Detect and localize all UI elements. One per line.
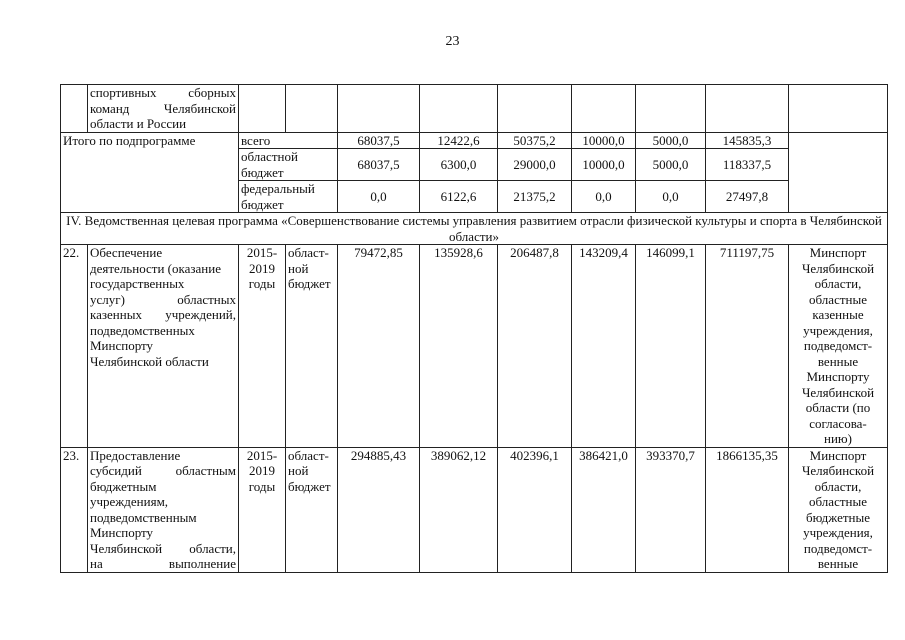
value-cell: 68037,5 <box>338 149 420 181</box>
item-source: област- ной бюджет <box>286 447 338 572</box>
value-cell: 5000,0 <box>636 149 706 181</box>
value-cell: 68037,5 <box>338 132 420 149</box>
value-cell: 1866135,35 <box>706 447 789 572</box>
value-cell: 389062,12 <box>420 447 498 572</box>
table-row <box>61 245 888 448</box>
value-cell: 393370,7 <box>636 447 706 572</box>
value-cell: 27497,8 <box>706 181 789 213</box>
value-cell: 0,0 <box>636 181 706 213</box>
value-cell: 79472,85 <box>338 245 420 448</box>
item-number: 22. <box>61 245 88 448</box>
table-row <box>61 85 888 133</box>
total-row-all <box>61 132 888 149</box>
total-type: федеральный бюджет <box>239 181 338 213</box>
value-cell: 143209,4 <box>572 245 636 448</box>
total-type: областной бюджет <box>239 149 338 181</box>
value-cell: 402396,1 <box>498 447 572 572</box>
item-period: 2015- 2019 годы <box>239 447 286 572</box>
value-cell: 12422,6 <box>420 132 498 149</box>
table-row <box>61 447 888 572</box>
value-cell: 29000,0 <box>498 149 572 181</box>
value-cell: 50375,2 <box>498 132 572 149</box>
first-row-name: спортивных сборных команд Челябинской области и России <box>88 85 239 133</box>
section-header: IV. Ведомственная целевая программа «Совершенствование системы управления развитием отрасли физической культуры и спорта в Челябинской области» <box>61 213 888 245</box>
value-cell: 10000,0 <box>572 149 636 181</box>
value-cell: 118337,5 <box>706 149 789 181</box>
value-cell: 146099,1 <box>636 245 706 448</box>
value-cell: 21375,2 <box>498 181 572 213</box>
value-cell: 10000,0 <box>572 132 636 149</box>
item-executor: Минспорт Челябинской области, областные казенные учреждения, подведомст- венные Минспорту Челябинской области (по согласова- нию) <box>789 245 888 448</box>
page-number: 23 <box>445 34 460 49</box>
total-type: всего <box>239 132 338 149</box>
value-cell: 145835,3 <box>706 132 789 149</box>
value-cell: 0,0 <box>572 181 636 213</box>
value-cell: 6122,6 <box>420 181 498 213</box>
item-source: област- ной бюджет <box>286 245 338 448</box>
value-cell: 6300,0 <box>420 149 498 181</box>
value-cell: 135928,6 <box>420 245 498 448</box>
item-executor: Минспорт Челябинской области, областные бюджетные учреждения, подведомст- венные <box>789 447 888 572</box>
value-cell: 294885,43 <box>338 447 420 572</box>
item-period: 2015- 2019 годы <box>239 245 286 448</box>
program-table <box>60 84 888 573</box>
value-cell: 0,0 <box>338 181 420 213</box>
value-cell: 386421,0 <box>572 447 636 572</box>
value-cell: 711197,75 <box>706 245 789 448</box>
item-name: Обеспечение деятельности (оказание государственных услуг) областных казенных учреждений, подведомственных Минспорту Челябинской области <box>88 245 239 448</box>
value-cell: 5000,0 <box>636 132 706 149</box>
item-name: Предоставление субсидий областным бюджетным учреждениям, подведомственным Минспорту Челябинской области, на выполнение <box>88 447 239 572</box>
value-cell: 206487,8 <box>498 245 572 448</box>
item-number: 23. <box>61 447 88 572</box>
total-label: Итого по подпрограмме <box>61 132 239 213</box>
section-header-row <box>61 213 888 245</box>
